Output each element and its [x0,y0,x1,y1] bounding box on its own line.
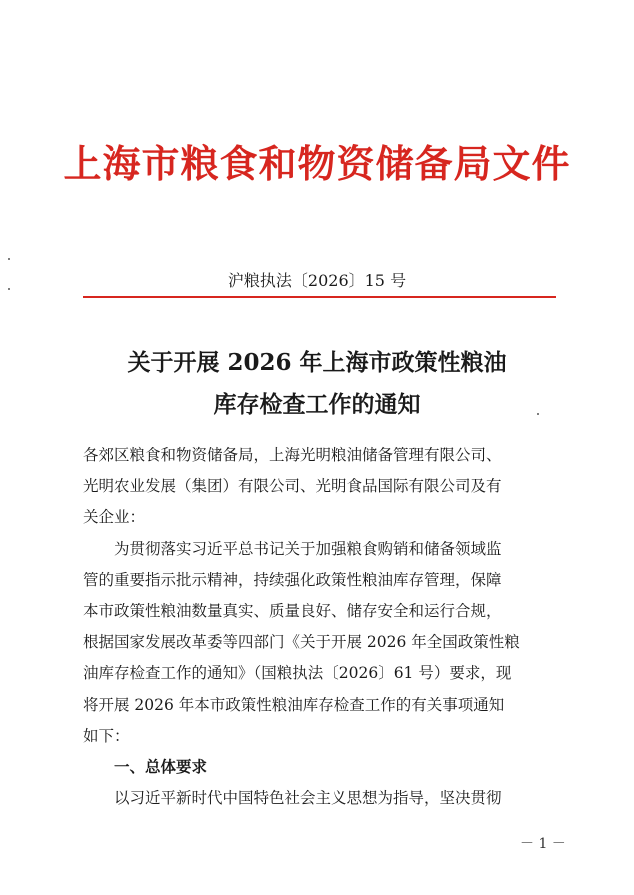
addressee-line-3: 关企业： [83,508,146,527]
paragraph-line: 将开展 2026 年本市政策性粮油库存检查工作的有关事项通知 [83,695,505,714]
paragraph-line: 以习近平新时代中国特色社会主义思想为指导，坚决贯彻 [114,789,502,808]
scan-speck [8,258,10,260]
red-divider-line [83,296,556,298]
addressee-line-1: 各郊区粮食和物资储备局，上海光明粮油储备管理有限公司、 [83,446,502,464]
masthead-title: 上海市粮食和物资储备局文件 [63,141,571,186]
paragraph-line: 如下： [83,726,130,745]
paragraph-line: 为贯彻落实习近平总书记关于加强粮食购销和储备领域监 [114,539,502,558]
scan-speck [537,413,539,415]
paragraph-line: 根据国家发展改革委等四部门《关于开展 2026 年全国政策性粮 [83,633,520,652]
paragraph-line: 本市政策性粮油数量真实、质量良好、储存安全和运行合规， [83,601,502,620]
paragraph-line: 油库存检查工作的通知》（国粮执法〔2026〕61 号）要求，现 [83,664,512,683]
notice-title-line-1: 关于开展 2026 年上海市政策性粮油 [127,349,507,376]
addressee-line-2: 光明农业发展（集团）有限公司、光明食品国际有限公司及有 [83,477,502,496]
notice-title-line-2: 库存检查工作的通知 [213,391,421,418]
section-heading: 一、总体要求 [114,757,208,776]
paragraph-line: 管的重要指示批示精神，持续强化政策性粮油库存管理，保障 [83,570,502,589]
document-number: 沪粮执法〔2026〕15 号 [227,271,407,290]
page-number: － 1 － [520,836,566,852]
scan-speck [8,288,10,290]
body-text [83,440,557,814]
